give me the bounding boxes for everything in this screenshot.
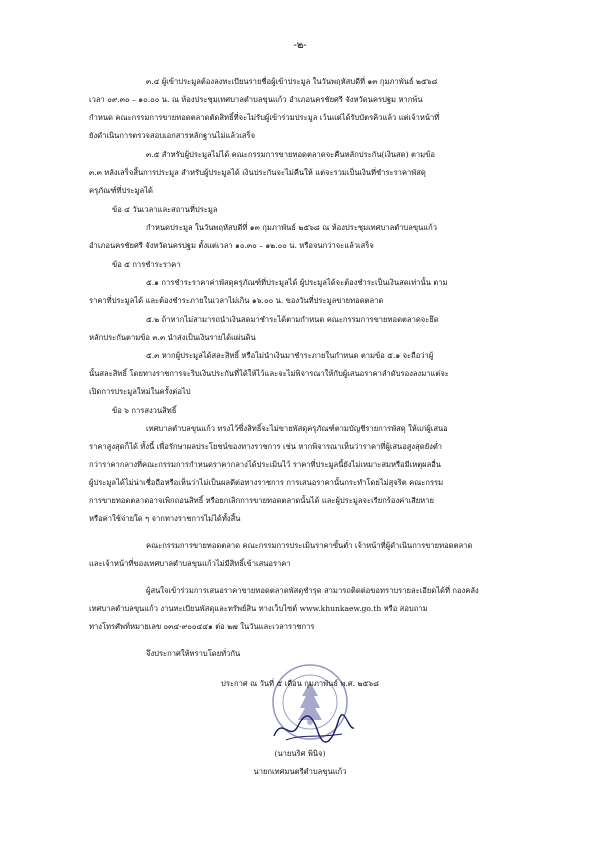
para-5-1-line-1: ๕.๑ การชำระราคาค่าพัสดุครุภัณฑ์ที่ประมูลได้ ผู้ประมูลได้จะต้องชำระเป็นเงินสดเท่านั้น ตาม: [146, 278, 448, 287]
para-5-3-line-3: เปิดการประมูลใหม่ในครั้งต่อไป: [89, 387, 191, 396]
clause-5-heading: ข้อ ๕ การชำระราคา: [112, 260, 181, 269]
clause-6-line-4: ผู้ประมูลได้ไม่น่าเชื่อถือหรือเห็นว่าไม่เป็นผลดีต่อทางราชการ การเสนอราคานั้นกระทำโดยไม่สุจริต คณะกรรม: [89, 478, 444, 487]
para-5-2-line-2: หลักประกันตามข้อ ๓.๓ นำส่งเป็นเงินรายได้แผ่นดิน: [89, 333, 256, 342]
para-5-2-line-1: ๕.๒ ถ้าหากไม่สามารถนำเงินสดมาชำระได้ตามกำหนด คณะกรรมการขายทอดตลาดจะยึด: [146, 315, 439, 324]
contact-line-3: ทางโทรศัพท์หมายเลข ๐๓๔-๙๐๐๔๔๑ ต่อ ๒๗ ในวันและเวลาราชการ: [89, 622, 315, 631]
para-3-4-line-3: กำหนด คณะกรรมการขายทอดตลาดตัดสิทธิ์ที่จะไม่รับผู้เข้าร่วมประมูล เว้นแต่ได้รับบัตรคิวแล้ว แต่เจ้าหน้าที่: [89, 113, 440, 122]
para-5-3-line-2: นั้นสละสิทธิ์ โดยทางราชการจะริบเงินประกันที่ได้ให้ไว้และจะไม่พิจารณาให้กับผู้เสนอราคาลำดับรองลงมาแต่จะ: [89, 369, 449, 378]
clause-4-heading: ข้อ ๔ วันเวลาและสถานที่ประมูล: [112, 205, 218, 214]
clause-6-line-1: เทศบาลตำบลขุนแก้ว ทรงไว้ซึ่งสิทธิ์จะไม่ขายพัสดุครุภัณฑ์ตามบัญชีรายการพัสดุ ให้แก่ผู้เสนอ: [146, 424, 448, 433]
committee-line-2: และเจ้าหน้าที่ของเทศบาลตำบลขุนแก้วไม่มีสิทธิ์เข้าเสนอราคา: [89, 559, 291, 568]
clause-6-heading: ข้อ ๖ การสงวนสิทธิ์: [112, 406, 177, 415]
para-3-4-line-1: ๓.๔ ผู้เข้าประมูลต้องลงทะเบียนรายชื่อผู้เข้าประมูล ในวันพฤหัสบดีที่ ๑๓ กุมภาพันธ์ ๒๕๖๘: [146, 77, 438, 86]
committee-line-1: คณะกรรมการขายทอดตลาด คณะกรรมการประเมินราคาขั้นต่ำ เจ้าหน้าที่ผู้ดำเนินการขายทอดตลาด: [146, 541, 473, 550]
clause-4-line-2: อำเภอนครชัยศรี จังหวัดนครปฐม ตั้งแต่เวลา ๑๐.๓๐ – ๑๒.๐๐ น. หรือจนกว่าจะแล้วเสร็จ: [89, 241, 374, 250]
clause-6-line-3: กว่าราคากลางที่คณะกรรมการกำหนดราคากลางได้ประเมินไว้ ราคาที่ประมูลนี้ยังไม่เหมาะสมหรือมีเหตุผลอื่น: [89, 460, 441, 469]
signer-title: นายกเทศมนตรีตำบลขุนแก้ว: [253, 767, 347, 776]
clause-6-line-5: การขายทอดตลาดอาจเพิกถอนสิทธิ์ หรือยกเลิกการขายทอดตลาดนั้นได้ และผู้ประมูลจะเรียกร้องค่าเสียหาย: [89, 496, 434, 505]
para-3-4-line-4: ยังดำเนินการตรวจสอบเอกสารหลักฐานไม่แล้วเสร็จ: [89, 131, 256, 140]
para-3-5-line-3: ครุภัณฑ์ที่ประมูลได้: [89, 186, 153, 195]
signature-icon: [268, 708, 358, 748]
signer-name: (นายนริศ พินิจ): [274, 749, 326, 758]
para-5-3-line-1: ๕.๓ หากผู้ประมูลได้สละสิทธิ์ หรือไม่นำเงินมาชำระภายในกำหนด ตามข้อ ๕.๑ จะถือว่าผู้: [146, 351, 434, 360]
para-3-5-line-2: ๓.๓ หลังเสร็จสิ้นการประมูล สำหรับผู้ประมูลได้ เงินประกันจะไม่คืนให้ แต่จะรวมเป็นเงินที่ชำระราคาพัสดุ: [89, 168, 426, 177]
para-5-1-line-2: ราคาที่ประมูลได้ และต้องชำระภายในเวลาไม่เกิน ๑๖.๐๐ น. ของวันที่ประมูลขายทอดตลาด: [89, 296, 384, 305]
contact-line-2: เทศบาลตำบลขุนแก้ว งานทะเบียนพัสดุและทรัพย์สิน ทางเว็บไซต์ www.khunkaew.go.th หรือ สอบถาม: [89, 604, 428, 613]
closing-line: จึงประกาศให้ทราบโดยทั่วกัน: [146, 649, 241, 658]
announcement-date: ประกาศ ณ วันที่ ๕ เดือน กุมภาพันธ์ พ.ศ. ๒๕๖๘: [221, 679, 379, 688]
clause-6-line-2: ราคาสูงสุดก็ได้ ทั้งนี้ เพื่อรักษาผลประโยชน์ของทางราชการ เช่น หากพิจารณาเห็นว่าราคาที่ผู้เสนอสูงสุดยังต่ำ: [89, 442, 443, 451]
clause-4-line-1: กำหนดประมูล ในวันพฤหัสบดีที่ ๑๓ กุมภาพันธ์ ๒๕๖๘ ณ ห้องประชุมเทศบาลตำบลขุนแก้ว: [146, 223, 438, 232]
clause-6-line-6: หรือค่าใช้จ่ายใด ๆ จากทางราชการไม่ได้ทั้งสิ้น: [89, 514, 241, 523]
page-number: -๒-: [293, 40, 307, 51]
para-3-4-line-2: เวลา ๐๙.๓๐ – ๑๐.๐๐ น. ณ ห้องประชุมเทศบาลตำบลขุนแก้ว อำเภอนครชัยศรี จังหวัดนครปฐม หากพ้น: [89, 95, 423, 104]
para-3-5-line-1: ๓.๕ สำหรับผู้ประมูลไม่ได้ คณะกรรมการขายทอดตลาดจะคืนหลักประกัน(เงินสด) ตามข้อ: [146, 150, 435, 159]
contact-line-1: ผู้สนใจเข้าร่วมการเสนอราคาขายทอดตลาดพัสดุชำรุด สามารถติดต่อขอทราบรายละเอียดได้ที่ กองคลัง: [146, 586, 479, 595]
